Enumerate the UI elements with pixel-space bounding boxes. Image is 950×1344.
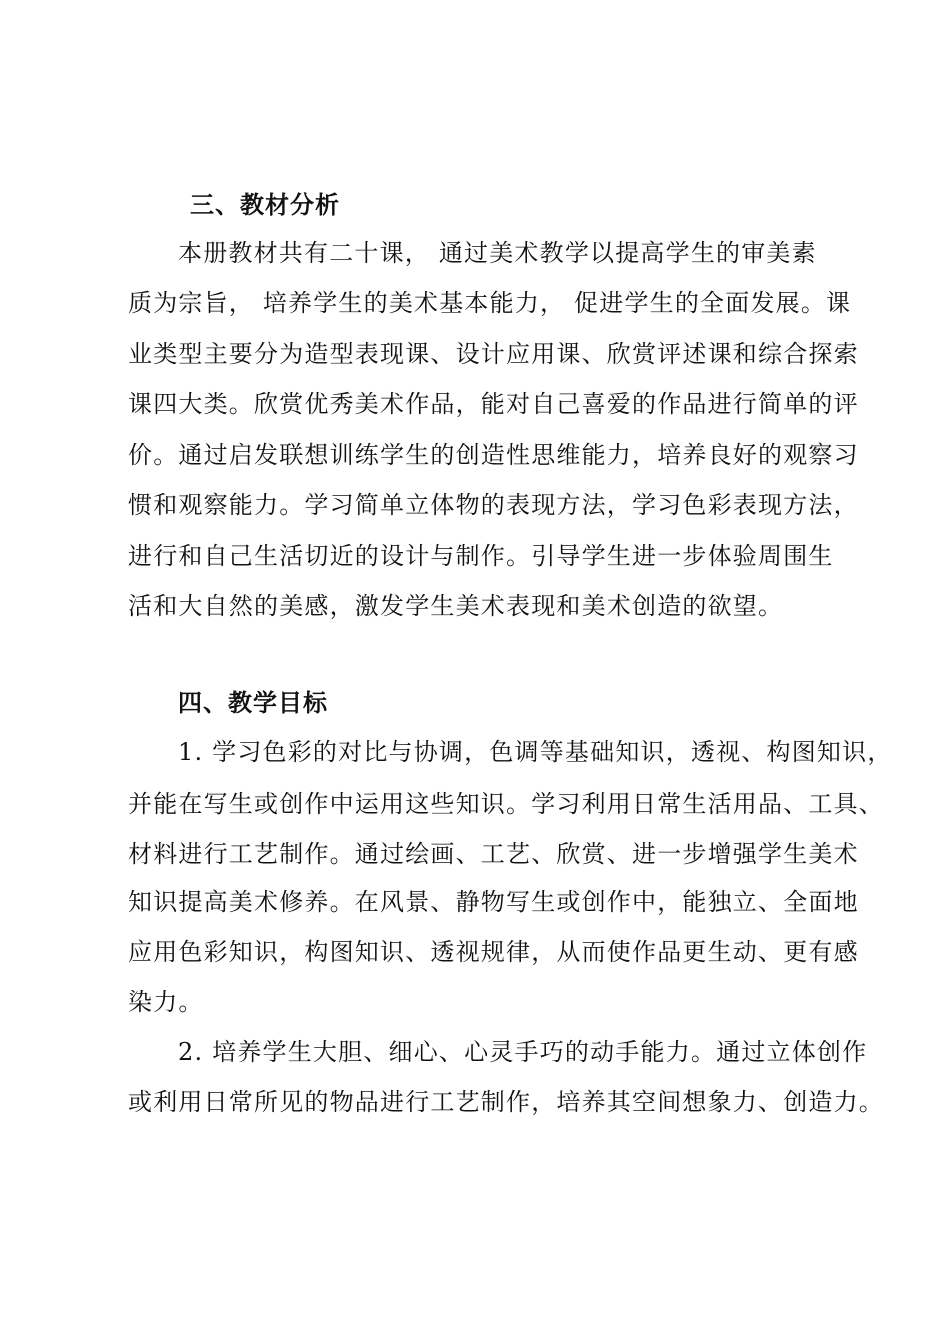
goal-1-line: 染力。 (128, 988, 204, 1016)
paragraph-line: 进行和自己生活切近的设计与制作。引导学生进一步体验周围生 (128, 542, 834, 570)
goal-1-line: 材料进行工艺制作。通过绘画、工艺、欣赏、进一步增强学生美术 (128, 840, 859, 868)
paragraph-line: 惯和观察能力。学习简单立体物的表现方法，学习色彩表现方法， (128, 491, 859, 519)
paragraph-line: 质为宗旨， 培养学生的美术基本能力， 促进学生的全面发展。课 (128, 289, 852, 317)
section-heading-teaching-goals: 四、教学目标 (178, 688, 328, 717)
paragraph-line: 活和大自然的美感，激发学生美术表现和美术创造的欲望。 (128, 592, 784, 620)
paragraph-line: 本册教材共有二十课， 通过美术教学以提高学生的审美素 (178, 239, 817, 267)
goal-2-line: 或利用日常所见的物品进行工艺制作，培养其空间想象力、创造力。 (128, 1088, 884, 1116)
goal-1-line: 1. 学习色彩的对比与协调，色调等基础知识，透视、构图知识， (178, 738, 893, 766)
goal-1-line: 并能在写生或创作中运用这些知识。学习利用日常生活用品、工具、 (128, 790, 884, 818)
paragraph-line: 业类型主要分为造型表现课、设计应用课、欣赏评述课和综合探索 (128, 340, 859, 368)
goal-1-line: 应用色彩知识，构图知识、透视规律，从而使作品更生动、更有感 (128, 938, 859, 966)
goal-2-line: 2. 培养学生大胆、细心、心灵手巧的动手能力。通过立体创作 (178, 1038, 868, 1066)
section-heading-textbook-analysis: 三、教材分析 (190, 190, 340, 219)
paragraph-line: 价。通过启发联想训练学生的创造性思维能力，培养良好的观察习 (128, 441, 859, 469)
goal-1-line: 知识提高美术修养。在风景、静物写生或创作中，能独立、全面地 (128, 888, 859, 916)
paragraph-line: 课四大类。欣赏优秀美术作品，能对自己喜爱的作品进行简单的评 (128, 390, 859, 418)
